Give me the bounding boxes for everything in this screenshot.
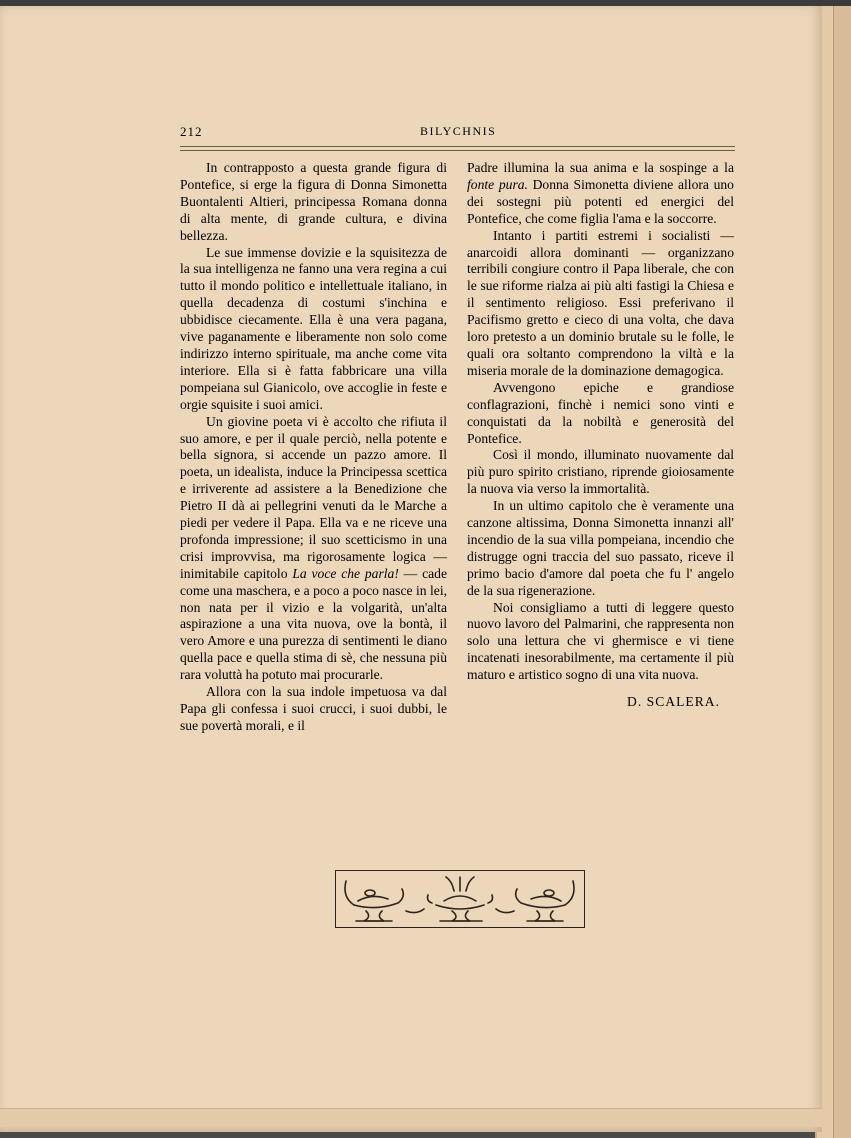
- paragraph: Intanto i partiti estremi i socialisti — anarcoidi allora dominanti — organizzano terribili congiure contro il Papa liberale, che con le sue riforme rialza ai più alti fastigi la Chiesa e il sentimento religioso. Essi preferivano il Pacifismo gretto e cieco di una volta, che dava loro pretesto a un dominio brutale su le folle, le quali ora soltanto comprendono la viltà e la miseria morale de la dominazione demagogica.: [467, 227, 734, 378]
- right-column: [467, 160, 734, 711]
- paragraph: [180, 414, 447, 685]
- paragraph-text: Donna Simonetta diviene allora uno dei sostegni più potenti ed energici del Pontefice, che come figlia l'ama e la soccorre.: [467, 176, 734, 226]
- paragraph: Così il mondo, illuminato nuovamente dal più puro spirito cristiano, riprende gioiosamente la nuova via verso la immortalità.: [467, 447, 734, 497]
- paragraph: Allora con la sua indole impetuosa va dal Papa gli confessa i suoi crucci, i suoi dubbi, le sue povertà morali, e il: [180, 684, 447, 733]
- paragraph: Noi consigliamo a tutti di leggere questo nuovo lavoro del Palmarini, che rappresenta non solo una lettura che vi ghermisce e vi tiene incatenati inesorabilmente, ma certamente il più maturo e artistico sogno di una vita nuova.: [467, 599, 734, 683]
- next-page-fold: [833, 6, 851, 1138]
- paragraph-text: — cade come una maschera, e a poco a poco nasce in lei, non nata per il vizio e la volgarità, un'alta aspirazione a una vita nuova, ove la bontà, il vero Amore e una purezza di sentimenti le diano quella pace e quella stima di sè, che nessuna più rara voluttà ha potuto mai procurarle.: [180, 565, 447, 683]
- oil-lamps-vignette-icon: [335, 870, 585, 928]
- italic-phrase: fonte pura.: [467, 176, 528, 192]
- paragraph: In contrapposto a questa grande figura di Pontefice, si erge la figura di Donna Simonetta Buontalenti Altieri, principessa Romana donna di alta mente, di grande cultura, e divina bellezza.: [180, 160, 447, 243]
- page-bottom-edge: [0, 1108, 822, 1127]
- page-number: 212: [180, 124, 203, 139]
- paragraph: [467, 160, 734, 228]
- paragraph-text: Un giovine poeta vi è accolto che rifiuta il suo amore, e per il quale perciò, nella potente e bella signora, si accende un pazzo amore. Il poeta, un idealista, induce la Principessa scettica e irriverente ad assistere a la Benedizione che Pietro II dà ai pellegrini venuti da le Marche a piedi per vedere il Papa. Ella va e ne riceve una profonda impressione; il suo scetticismo in una crisi improvvisa, ma rigorosamente logica — inimitabile capitolo: [180, 413, 447, 581]
- page-header: [180, 124, 735, 144]
- ornament-drawing: [336, 871, 583, 926]
- running-title: BILYCHNIS: [420, 124, 497, 138]
- header-rule: [180, 146, 735, 151]
- paragraph: In un ultimo capitolo che è veramente una canzone altissima, Donna Simonetta innanzi all' incendio de la sua villa pompeiana, incendio che distrugge ogni traccia del suo passato, riceve il primo bacio d'amore dal poeta che fu l' angelo de la sua rigenerazione.: [467, 498, 734, 598]
- left-column: [180, 160, 447, 735]
- paragraph: Avvengono epiche e grandiose conflagrazioni, finchè i nemici sono vinti e conquistati da la nobiltà e generosità del Pontefice.: [467, 379, 734, 446]
- paragraph: Le sue immense dovizie e la squisitezza de la sua intelligenza ne fanno una vera regina a cui tutto il mondo politico e intellettuale italiano, in quella decadenza di costumi s'inchina e ubbidisce ciecamente. Ella è una vera pagana, vive paganamente e liberamente non solo come indirizzo interno spirituale, ma anche come vita interiore. Ella si è fatta fabbricare una villa pompeiana sul Gianicolo, ove accoglie in feste e orgie squisite i suoi amici.: [180, 244, 447, 412]
- author-signature: D. SCALERA.: [627, 694, 720, 710]
- book-chapter-title: La voce che parla!: [292, 565, 399, 581]
- paragraph-text: Padre illumina la sua anima e la sospinge a la: [467, 160, 734, 175]
